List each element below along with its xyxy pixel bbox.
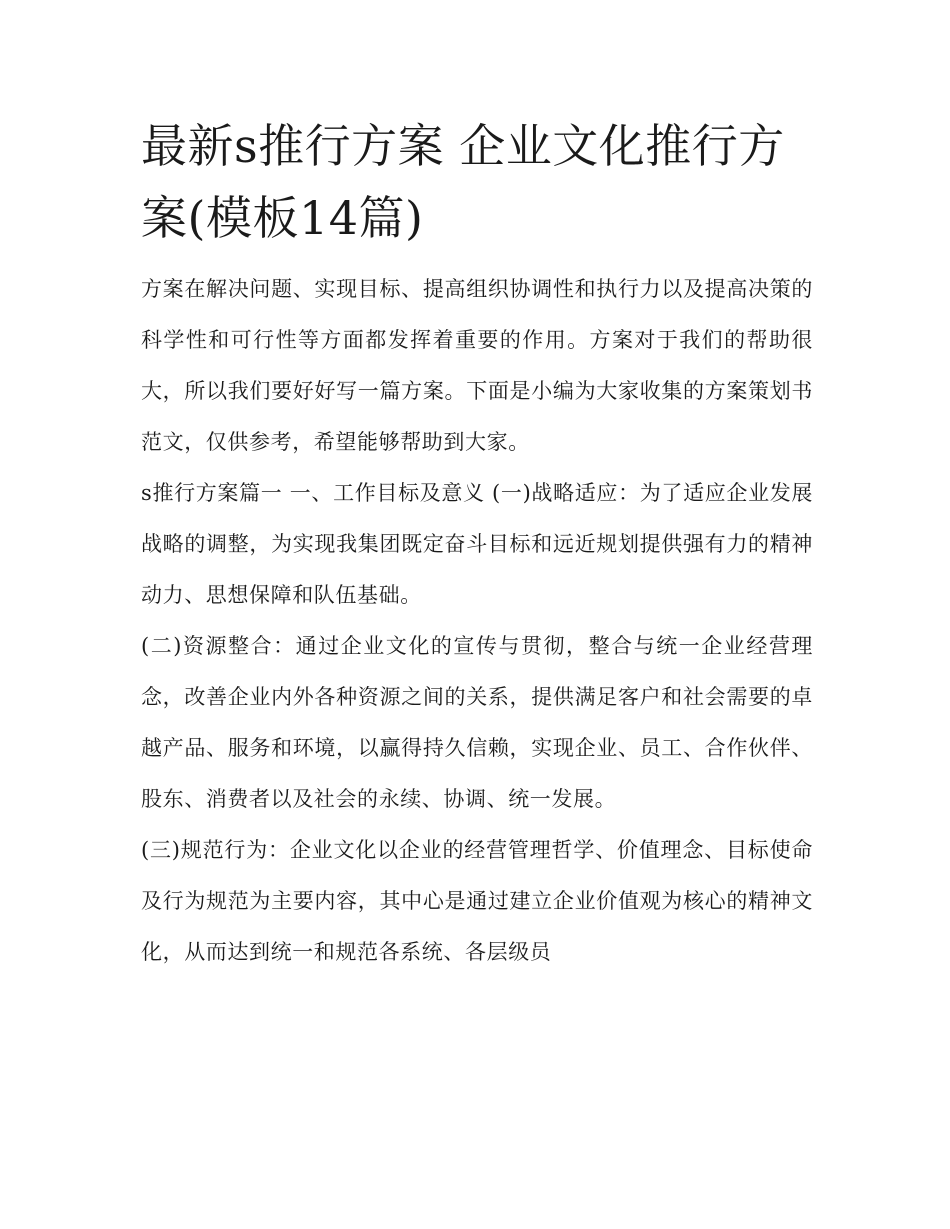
document-body [141, 110, 813, 978]
resource-integration-paragraph: (二)资源整合：通过企业文化的宣传与贯彻，整合与统一企业经营理念，改善企业内外各种资源之间的关系，提供满足客户和社会需要的卓越产品、服务和环境，以赢得持久信赖，实现企业、员工、合作伙伴、股东、消费者以及社会的永续、协调、统一发展。 [141, 634, 813, 811]
behavior-standard-paragraph: (三)规范行为：企业文化以企业的经营管理哲学、价值理念、目标使命及行为规范为主要内容，其中心是通过建立企业价值观为核心的精神文化，从而达到统一和规范各系统、各层级员 [141, 838, 813, 964]
section-one-paragraph: s推行方案篇一 一、工作目标及意义 (一)战略适应：为了适应企业发展战略的调整，为实现我集团既定奋斗目标和远近规划提供强有力的精神动力、思想保障和队伍基础。 [141, 481, 813, 607]
document-title: 最新s推行方案 企业文化推行方案(模板14篇) [141, 119, 785, 245]
intro-paragraph: 方案在解决问题、实现目标、提高组织协调性和执行力以及提高决策的科学性和可行性等方面都发挥着重要的作用。方案对于我们的帮助很大，所以我们要好好写一篇方案。下面是小编为大家收集的方案策划书范文，仅供参考，希望能够帮助到大家。 [141, 277, 813, 454]
